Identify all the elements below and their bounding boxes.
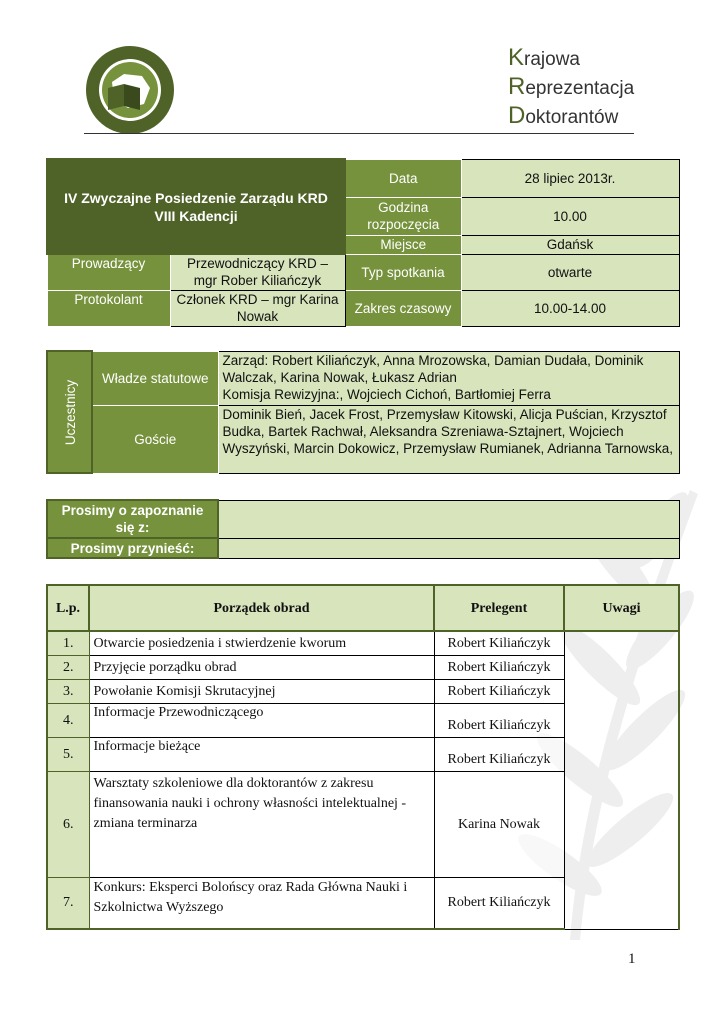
agenda-notes <box>564 631 679 929</box>
agenda-item: Informacje bieżące <box>89 737 434 771</box>
agenda-item: Powołanie Komisji Skrutacyjnej <box>89 679 434 703</box>
place-label: Miejsce <box>345 235 461 254</box>
requests-table <box>46 499 680 559</box>
header-divider <box>84 133 634 134</box>
guests-value: Dominik Bień, Jacek Frost, Przemysław Kitowski, Alicja Puścian, Krzysztof Budka, Bartek Rachwał, Aleksandra Szreniawa-Sztajnert, Wojciech Wyszyński, Marcin Dokowicz, Przemysław Rumianek, Adrianna Tarnowska, <box>218 405 679 473</box>
agenda-table <box>46 584 680 930</box>
start-time-label: Godzina rozpoczęcia <box>345 197 461 235</box>
read-before-label: Prosimy o zapoznanie się z: <box>47 500 218 538</box>
agenda-lp: 2. <box>47 655 89 679</box>
date-value: 28 lipiec 2013r. <box>461 159 679 197</box>
read-before-value <box>218 500 679 538</box>
agenda-item: Warsztaty szkoleniowe dla doktorantów z zakresu finansowania nauki i ochrony własności intelektualnej - zmiana terminarza <box>89 771 434 877</box>
bring-value <box>218 538 679 558</box>
bring-label: Prosimy przynieść: <box>47 538 218 558</box>
chair-value: Przewodniczący KRD – mgr Rober Kiliańczyk <box>170 254 345 290</box>
agenda-lp: 3. <box>47 679 89 703</box>
agenda-lp: 1. <box>47 631 89 655</box>
place-value: Gdańsk <box>461 235 679 254</box>
agenda-header-item: Porządek obrad <box>89 585 434 631</box>
meeting-type-label: Typ spotkania <box>345 254 461 290</box>
time-range-label: Zakres czasowy <box>345 290 461 326</box>
meeting-info-table <box>46 158 680 327</box>
agenda-speaker: Robert Kiliańczyk <box>434 877 564 929</box>
participants-table <box>46 350 680 474</box>
agenda-speaker: Robert Kiliańczyk <box>434 655 564 679</box>
agenda-item: Przyjęcie porządku obrad <box>89 655 434 679</box>
agenda-speaker: Robert Kiliańczyk <box>434 737 564 771</box>
org-name-line-1: Krajowa <box>508 44 580 71</box>
agenda-speaker: Robert Kiliańczyk <box>434 679 564 703</box>
agenda-lp: 6. <box>47 771 89 877</box>
agenda-speaker: Robert Kiliańczyk <box>434 631 564 655</box>
agenda-speaker: Robert Kiliańczyk <box>434 703 564 737</box>
audit-committee-members: Komisja Rewizyjna:, Wojciech Cichoń, Bartłomiej Ferra <box>222 386 551 402</box>
page-number: 1 <box>628 951 636 967</box>
authorities-value <box>218 351 679 405</box>
meeting-type-value: otwarte <box>461 254 679 290</box>
agenda-header-speaker: Prelegent <box>434 585 564 631</box>
board-members: Zarząd: Robert Kiliańczyk, Anna Mrozowska, Damian Dudała, Dominik Walczak, Karina Nowak, Łukasz Adrian <box>222 352 644 385</box>
time-range-value: 10.00-14.00 <box>461 290 679 326</box>
agenda-header-lp: L.p. <box>47 585 89 631</box>
minutes-taker-value: Członek KRD – mgr Karina Nowak <box>170 290 345 326</box>
guests-label: Goście <box>92 405 218 473</box>
meeting-title: IV Zwyczajne Posiedzenie Zarządu KRD VIII Kadencji <box>47 159 345 254</box>
date-label: Data <box>345 159 461 197</box>
org-name-line-2: Reprezentacja <box>508 73 635 100</box>
org-name-line-3: Doktorantów <box>508 102 619 129</box>
minutes-taker-label: Protokolant <box>47 290 170 326</box>
start-time-value: 10.00 <box>461 197 679 235</box>
krd-logo <box>84 44 176 136</box>
agenda-lp: 5. <box>47 737 89 771</box>
agenda-lp: 7. <box>47 877 89 929</box>
agenda-lp: 4. <box>47 703 89 737</box>
agenda-header-notes: Uwagi <box>564 585 679 631</box>
org-name <box>508 44 634 131</box>
authorities-label: Władze statutowe <box>92 351 218 405</box>
agenda-item: Informacje Przewodniczącego <box>89 703 434 737</box>
agenda-item: Konkurs: Eksperci Bolońscy oraz Rada Główna Nauki i Szkolnictwa Wyższego <box>89 877 434 929</box>
table-row <box>47 631 679 655</box>
participants-side-label: Uczestnicy <box>47 351 92 473</box>
agenda-item: Otwarcie posiedzenia i stwierdzenie kworum <box>89 631 434 655</box>
chair-label: Prowadzący <box>47 254 170 290</box>
agenda-speaker: Karina Nowak <box>434 771 564 877</box>
